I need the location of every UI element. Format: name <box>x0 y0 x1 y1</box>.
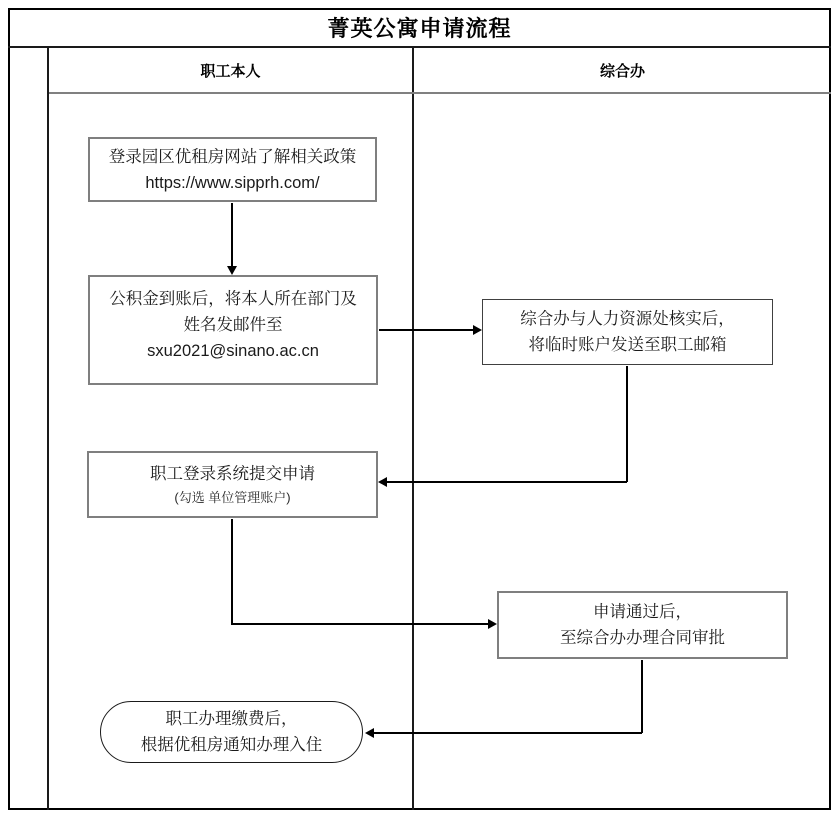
lane-header-employee: 职工本人 <box>200 62 261 80</box>
flow-node-contract-approval <box>497 591 788 659</box>
connector-approval-drop <box>641 660 643 733</box>
node-text-line: 登录园区优租房网站了解相关政策 <box>108 147 357 166</box>
lane-divider-line <box>412 48 414 810</box>
connector-submit-to-approval <box>231 623 489 625</box>
arrowhead-down-icon <box>227 266 237 275</box>
flow-node-move-in <box>100 701 363 763</box>
page-title: 菁英公寓申请流程 <box>327 15 512 41</box>
connector-approval-to-movein <box>374 732 642 734</box>
connector-visit-to-email <box>231 203 233 267</box>
node-text-line: 综合办与人力资源处核实后， <box>520 310 735 328</box>
node-text-line: 职工办理缴费后， <box>165 710 298 728</box>
connector-verify-drop <box>626 366 628 482</box>
node-text-line: 至综合办办理合同审批 <box>560 629 725 647</box>
flow-node-verify-account <box>482 299 773 365</box>
lane-header-general-office: 综合办 <box>599 62 645 80</box>
flow-node-send-email <box>88 275 378 385</box>
node-text-line: 公积金到账后，将本人所在部门及 <box>109 290 357 308</box>
arrowhead-left-icon <box>365 728 374 738</box>
node-text-line: 申请通过后， <box>593 603 692 621</box>
node-text-line: 将临时账户发送至职工邮箱 <box>528 336 727 354</box>
arrowhead-left-icon <box>378 477 387 487</box>
outer-frame <box>8 8 831 810</box>
connector-submit-drop <box>231 519 233 624</box>
node-text-email: sxu2021@sinano.ac.cn <box>147 342 319 360</box>
node-text-line: 根据优租房通知办理入住 <box>140 736 323 754</box>
node-text-note: (勾选 单位管理账户) <box>174 489 291 505</box>
node-text-line: 姓名发邮件至 <box>183 316 283 334</box>
arrowhead-right-icon <box>473 325 482 335</box>
left-margin-column-line <box>47 48 49 810</box>
header-underline <box>49 92 831 94</box>
arrowhead-right-icon <box>488 619 497 629</box>
node-text-url: https://www.sipprh.com/ <box>145 173 320 192</box>
node-text-line: 职工登录系统提交申请 <box>150 464 315 483</box>
connector-verify-to-submit <box>387 481 627 483</box>
flow-node-visit-website <box>88 137 377 202</box>
connector-email-to-verify <box>379 329 474 331</box>
flow-node-submit-application <box>87 451 378 518</box>
